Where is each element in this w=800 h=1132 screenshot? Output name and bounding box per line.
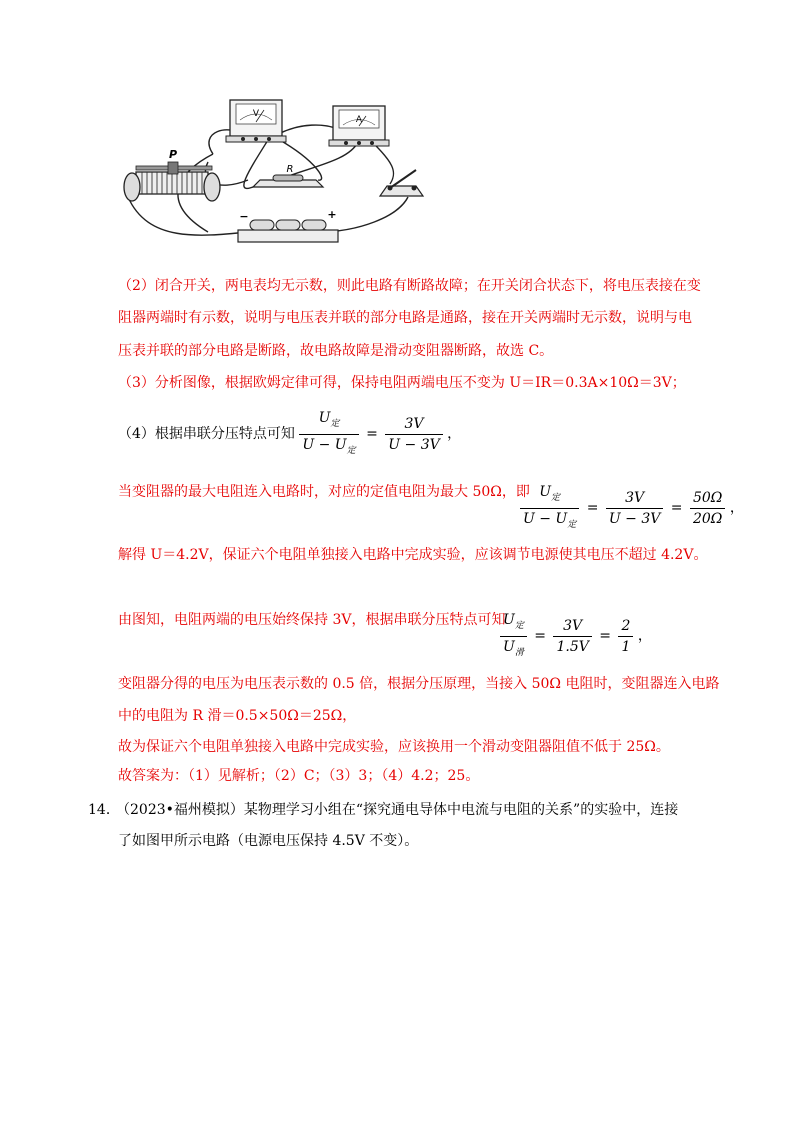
formula-line-2: $\frac{U_定}{U - U_定}$ = $\frac{3V}{U - 3V}$ = $\frac{50\Omega}{20\Omega}$ ， [520,482,744,535]
fraction: $\frac{3V}{U - 3V}$ [385,414,442,455]
slider-label: P [168,148,178,161]
fraction: $\frac{U_定}{U_滑}$ [500,610,527,663]
solution-line: （2）闭合开关，两电表均无示数，则此电路有断路故障；在开关闭合状态下，将电压表接在变 [118,278,701,294]
question-number: 14． [88,802,120,818]
formula-line-3: $\frac{U_定}{U_滑}$ = $\frac{3V}{1.5V}$ = $\frac{2}{1}$ ， [500,610,652,663]
solution-line: 解得 U＝4.2V，保证六个电阻单独接入电路中完成实验，应该调节电源使其电压不超过 4.2V。 [118,547,708,563]
voltmeter [226,100,286,142]
fraction: $\frac{3V}{U - 3V}$ [606,488,663,529]
circuit-diagram [118,92,428,250]
solution-line: 故为保证六个电阻单独接入电路中完成实验，应该换用一个滑动变阻器阻值不低于 25Ω。 [118,739,670,755]
formula-prefix: （4）根据串联分压特点可知 [118,426,295,443]
solution-line: 压表并联的部分电路是断路，故电路故障是滑动变阻器断路，故选 C。 [118,343,554,359]
fraction: $\frac{50\Omega}{20\Omega}$ [690,488,725,529]
solution-line: 当变阻器的最大电阻连入电路时，对应的定值电阻为最大 50Ω，即 [118,484,530,500]
battery-minus: − [239,210,249,223]
battery-plus: + [327,208,337,221]
fraction: $\frac{U_定}{U - U_定}$ [299,408,358,461]
solution-line: 阻器两端时有示数，说明与电压表并联的部分电路是通路，接在开关两端时无示数，说明与电 [118,310,692,326]
ammeter-label: A [355,115,363,125]
solution-line: （3）分析图像，根据欧姆定律可得，保持电阻两端电压不变为 U＝IR＝0.3A×10Ω＝3V； [118,375,686,391]
voltmeter-label: V [252,109,260,119]
solution-line: 中的电阻为 R 滑＝0.5×50Ω＝25Ω， [118,708,357,724]
battery [238,208,338,242]
question-line: （2023•福州模拟）某物理学习小组在“探究通电导体中电流与电阻的关系”的实验中，连接 [116,802,679,818]
switch [380,170,423,196]
resistor-label: R [286,164,294,175]
rheostat [124,148,220,201]
fraction: $\frac{U_定}{U - U_定}$ [520,482,579,535]
question-line: 了如图甲所示电路（电源电压保持 4.5V 不变）。 [118,833,419,849]
solution-line: 由图知，电阻两端的电压始终保持 3V，根据串联分压特点可知 [118,612,506,628]
ammeter [329,106,389,146]
fraction: $\frac{3V}{1.5V}$ [553,616,591,657]
solution-line: 变阻器分得的电压为电压表示数的 0.5 倍，根据分压原理，当接入 50Ω 电阻时，变阻器连入电路 [118,676,720,692]
formula-line-1: （4）根据串联分压特点可知 $\frac{U_定}{U - U_定}$ = $\frac{3V}{U - 3V}$ ， [118,408,461,461]
answer-line: 故答案为：（1）见解析；（2）C；（3）3；（4）4.2；25。 [118,768,480,784]
fraction: $\frac{2}{1}$ [618,616,633,657]
